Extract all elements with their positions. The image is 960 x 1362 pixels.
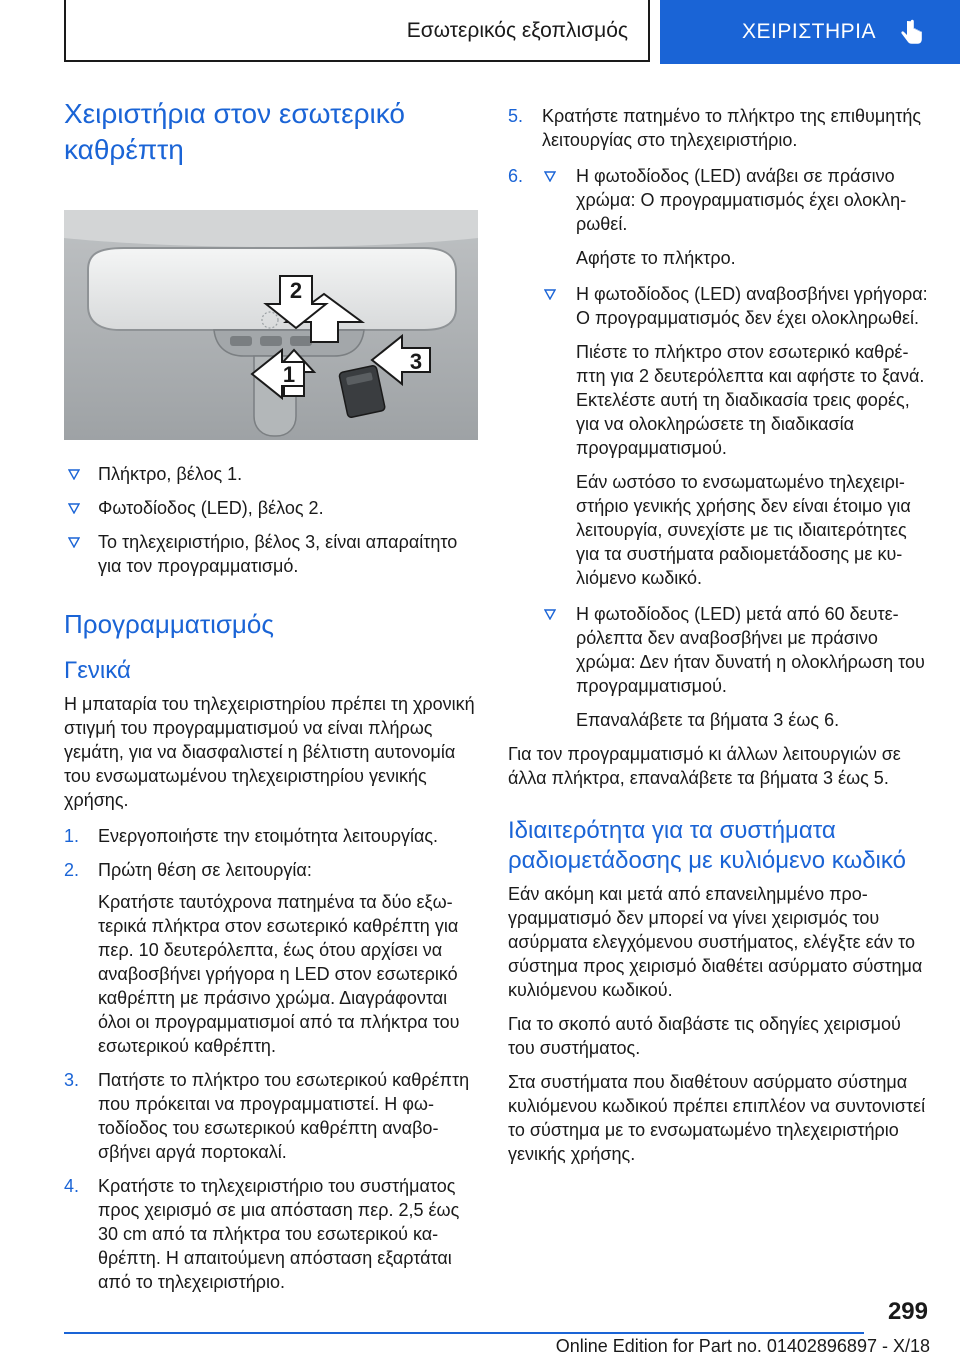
rolling-code-heading: Ιδιαιτερότητα για τα συστήματα ραδιομετάδοσης με κυλιόμενο κωδικό <box>508 817 906 874</box>
list-item: Το τηλεχειριστήριο, βέλος 3, είναι απαραίτητο για τον προγραμματισμό. <box>64 530 478 578</box>
list-item: Η φωτοδίοδος (LED) αναβοσβήνει γρήγορα: Ο προγραμματισμός δεν έχει ολοκληρωθεί. <box>508 282 928 330</box>
step-item: 3. Πατήστε το πλήκτρο του εσωτερικού καθρέπτη που πρόκειται να προγραμματιστεί. Η φωτοδίοδος του εσωτερικού καθρέπτη αναβοσβήνει αργά πορτοκαλί. <box>64 1070 470 1162</box>
step-item: 6. Η φωτοδίοδος (LED) ανάβει σε πράσινο χρώμα: Ο προγραμματισμός έχει ολοκληρωθεί. <box>508 166 907 234</box>
paragraph: Για τον προγραμματισμό κι άλλων λειτουργιών σε άλλα πλήκτρα, επαναλάβετε τα βήματα 3 έως 5. <box>508 744 901 788</box>
steps-list <box>64 824 478 1294</box>
footer-divider <box>64 1332 864 1334</box>
figure-label-1: 1 <box>282 362 296 387</box>
triangle-bullet-icon <box>544 609 556 620</box>
general-heading: Γενικά <box>64 657 131 684</box>
paragraph: Για το σκοπό αυτό διαβάστε τις οδηγίες χειρισμού του συστήματος. <box>508 1014 901 1058</box>
triangle-bullet-icon <box>68 537 80 548</box>
paragraph: Στα συστήματα που διαθέτουν ασύρματο σύστημα κυλιόμενου κωδικού πρέπει επιπλέον να συντονιστεί το σύστημα με το ενσωματωμένο τηλεχειριστήριο γενικής χρήσης. <box>508 1072 926 1164</box>
left-column <box>64 96 478 1294</box>
programming-heading: Προγραμματισμός <box>64 609 274 639</box>
triangle-bullet-icon <box>68 503 80 514</box>
page-number: 299 <box>887 1298 928 1325</box>
header-section-title: Εσωτερικός εξοπλισμός <box>406 19 628 42</box>
figure-label-3: 3 <box>409 349 423 374</box>
step-item: 2. Πρώτη θέση σε λειτουργία: <box>64 860 312 880</box>
header-chapter-title: ΧΕΙΡΙΣΤΗΡΙΑ <box>742 20 877 43</box>
sub-paragraph: Εάν ωστόσο το ενσωματωμένο τηλεχειριστήριο γενικής χρήσης δεν είναι έτοιμο για λειτουργία, συνεχίστε με τις ιδιαιτερότητες για τα συστήματα ραδιομετάδοσης με κυλιόμενο κωδικό. <box>576 472 911 588</box>
figure-legend <box>64 462 478 578</box>
header-chapter-tab <box>660 0 960 64</box>
section-title: Χειριστήρια στον εσωτερικό καθρέπτη <box>64 98 406 165</box>
mirror-figure <box>64 210 478 440</box>
footer-edition: Online Edition for Part no. 01402896897 - X/18 <box>555 1336 930 1356</box>
step-number: 3. <box>64 1070 80 1090</box>
sub-paragraph: Πιέστε το πλήκτρο στον εσωτερικό καθρέπτη για 2 δευτερόλεπτα και αφήστε το ξανά. Εκτελέστε αυτή τη διαδικασία τρεις φορές, για να ολοκληρώσετε τη διαδικασία προγραμματισμού. <box>576 342 925 458</box>
step-detail: Κρατήστε ταυτόχρονα πατημένα τα δύο εξωτερικά πλήκτρα στον εσωτερικό καθρέπτη για περ. 10 δευτερόλεπτα, έως ότου αρχίσει να αναβοσβήνει γρήγορα η LED στον εσωτερικό καθρέπτη με πράσινο χρώμα. Διαγράφονται όλοι οι προγραμματισμοί από τα πλήκτρα του εσωτερικού καθρέπτη. <box>98 892 460 1056</box>
release-instruction: Αφήστε το πλήκτρο. <box>576 248 736 268</box>
mirror-illustration <box>64 210 478 440</box>
figure-label-2: 2 <box>289 278 303 303</box>
list-item: Η φωτοδίοδος (LED) μετά από 60 δευτερόλεπτα δεν αναβοσβήνει με πράσινο χρώμα: Δεν ήταν δυνατή η ολοκλήρωση του προγραμματισμού. <box>508 602 928 698</box>
list-item: Φωτοδίοδος (LED), βέλος 2. <box>64 496 478 520</box>
step-number: 5. <box>508 106 524 126</box>
triangle-bullet-icon <box>544 171 556 182</box>
step-number: 6. <box>508 166 524 186</box>
pointing-hand-icon <box>896 18 926 48</box>
list-item: Πλήκτρο, βέλος 1. <box>64 462 478 486</box>
step-number: 2. <box>64 860 80 880</box>
page-header <box>0 0 960 64</box>
step-item: 4. Κρατήστε το τηλεχειριστήριο του συστήματος προς χειρισμό σε μια απόσταση περ. 2,5 έως 30 cm από τα πλήκτρα του εσωτερικού καθρέπτη. Η απαιτούμενη απόσταση εξαρτάται από το τηλεχειριστήριο. <box>64 1176 460 1292</box>
step-item: 5. Κρατήστε πατημένο το πλήκτρο της επιθυμητής λειτουργίας στο τηλεχειριστήριο. <box>508 106 922 150</box>
sub-paragraph: Επαναλάβετε τα βήματα 3 έως 6. <box>576 710 840 730</box>
paragraph: Εάν ακόμη και μετά από επανειλημμένο προγραμματισμό δεν μπορεί να γίνει χειρισμός του ασύρματα ελεγχόμενου συστήματος, ελέγξτε εάν το σύστημα προς χειρισμό διαθέτει ασύρματο σύστημα κυλιόμενου κωδικού. <box>508 884 923 1000</box>
step-number: 4. <box>64 1176 80 1196</box>
right-column <box>508 104 928 1166</box>
triangle-bullet-icon <box>68 469 80 480</box>
step-item: 1. Ενεργοποιήστε την ετοιμότητα λειτουργίας. <box>64 826 439 846</box>
intro-paragraph: Η μπαταρία του τηλεχειριστηρίου πρέπει τη χρονική στιγμή του προγραμματισμού να είναι πλήρως γεμάτη, για να διασφαλιστεί η βέλτιστη αυτονομία του ενσωματωμένου τηλεχειριστηρίου γενικής χρήσης. <box>64 694 475 810</box>
triangle-bullet-icon <box>544 289 556 300</box>
step-number: 1. <box>64 826 80 846</box>
